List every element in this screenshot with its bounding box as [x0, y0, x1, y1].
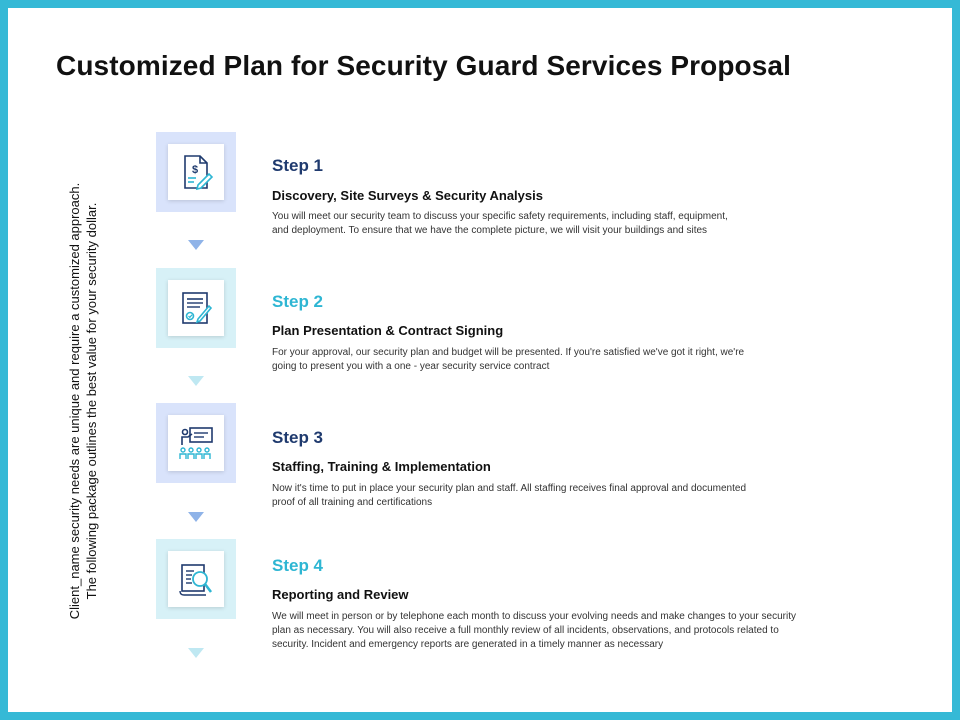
step-3-body	[272, 482, 746, 510]
side-note-text	[66, 136, 100, 666]
step-2-body-line: For your approval, our security plan and budget will be presented. If you're satisfied we've got it right, we're	[272, 347, 745, 358]
step-2-down-arrow	[188, 376, 204, 386]
svg-text:$: $	[192, 164, 199, 176]
step-3-body-line: Now it's time to put in place your security plan and staff. All staffing receives final approval and documented	[272, 483, 747, 494]
step-1-body-line: and deployment. To ensure that we have the complete picture, we will visit your buildings and sites	[272, 225, 708, 236]
step-4-heading: Reporting and Review	[272, 587, 409, 602]
step-1-heading: Discovery, Site Surveys & Security Analysis	[272, 188, 543, 203]
side-note-line-1: Client_name security needs are unique and require a customized approach.	[67, 182, 82, 620]
step-3-body-line: proof of all training and certifications	[272, 497, 433, 508]
step-2-label: Step 2	[272, 292, 324, 311]
step-1-body	[272, 210, 728, 238]
step-1-icon-box	[156, 132, 236, 212]
page-title: Customized Plan for Security Guard Services Proposal	[56, 50, 791, 81]
step-3-icon-box	[156, 403, 236, 483]
side-note	[38, 136, 128, 666]
step-3-down-arrow	[188, 512, 204, 522]
invoice-dollar-icon	[176, 152, 216, 192]
step-1-down-arrow	[188, 240, 204, 250]
step-4-body	[272, 610, 796, 652]
step-3-icon-tile	[168, 415, 224, 471]
side-note-line-2: The following package outlines the best value for your security dollar.	[84, 202, 99, 600]
step-4-body-line: plan as necessary. You will also receive a full monthly review of all incidents, observations, and protocols related to	[272, 625, 779, 636]
step-3-heading: Staffing, Training & Implementation	[272, 459, 491, 474]
step-1-icon-tile	[168, 144, 224, 200]
step-4-icon-tile	[168, 551, 224, 607]
step-2-heading: Plan Presentation & Contract Signing	[272, 323, 504, 338]
contract-signing-icon	[176, 288, 216, 328]
step-2-icon-tile	[168, 280, 224, 336]
step-1-label: Step 1	[272, 156, 324, 175]
report-magnifier-icon	[176, 559, 216, 599]
training-presentation-icon	[176, 423, 216, 463]
step-4-down-arrow	[188, 648, 204, 658]
step-4-icon-box	[156, 539, 236, 619]
step-2-body-line: going to present you with a one - year security service contract	[272, 361, 550, 372]
step-4-body-line: We will meet in person or by telephone each month to discuss your evolving needs and make changes to your security	[272, 611, 796, 622]
step-2-body	[272, 346, 744, 374]
step-3-label: Step 3	[272, 428, 324, 447]
step-4-body-line: security. Incident and emergency reports are generated in a timely manner as necessary	[272, 639, 664, 650]
step-4-label: Step 4	[272, 556, 324, 575]
step-1-body-line: You will meet our security team to discuss your specific safety requirements, including staff, equipment,	[272, 211, 728, 222]
step-2-icon-box	[156, 268, 236, 348]
